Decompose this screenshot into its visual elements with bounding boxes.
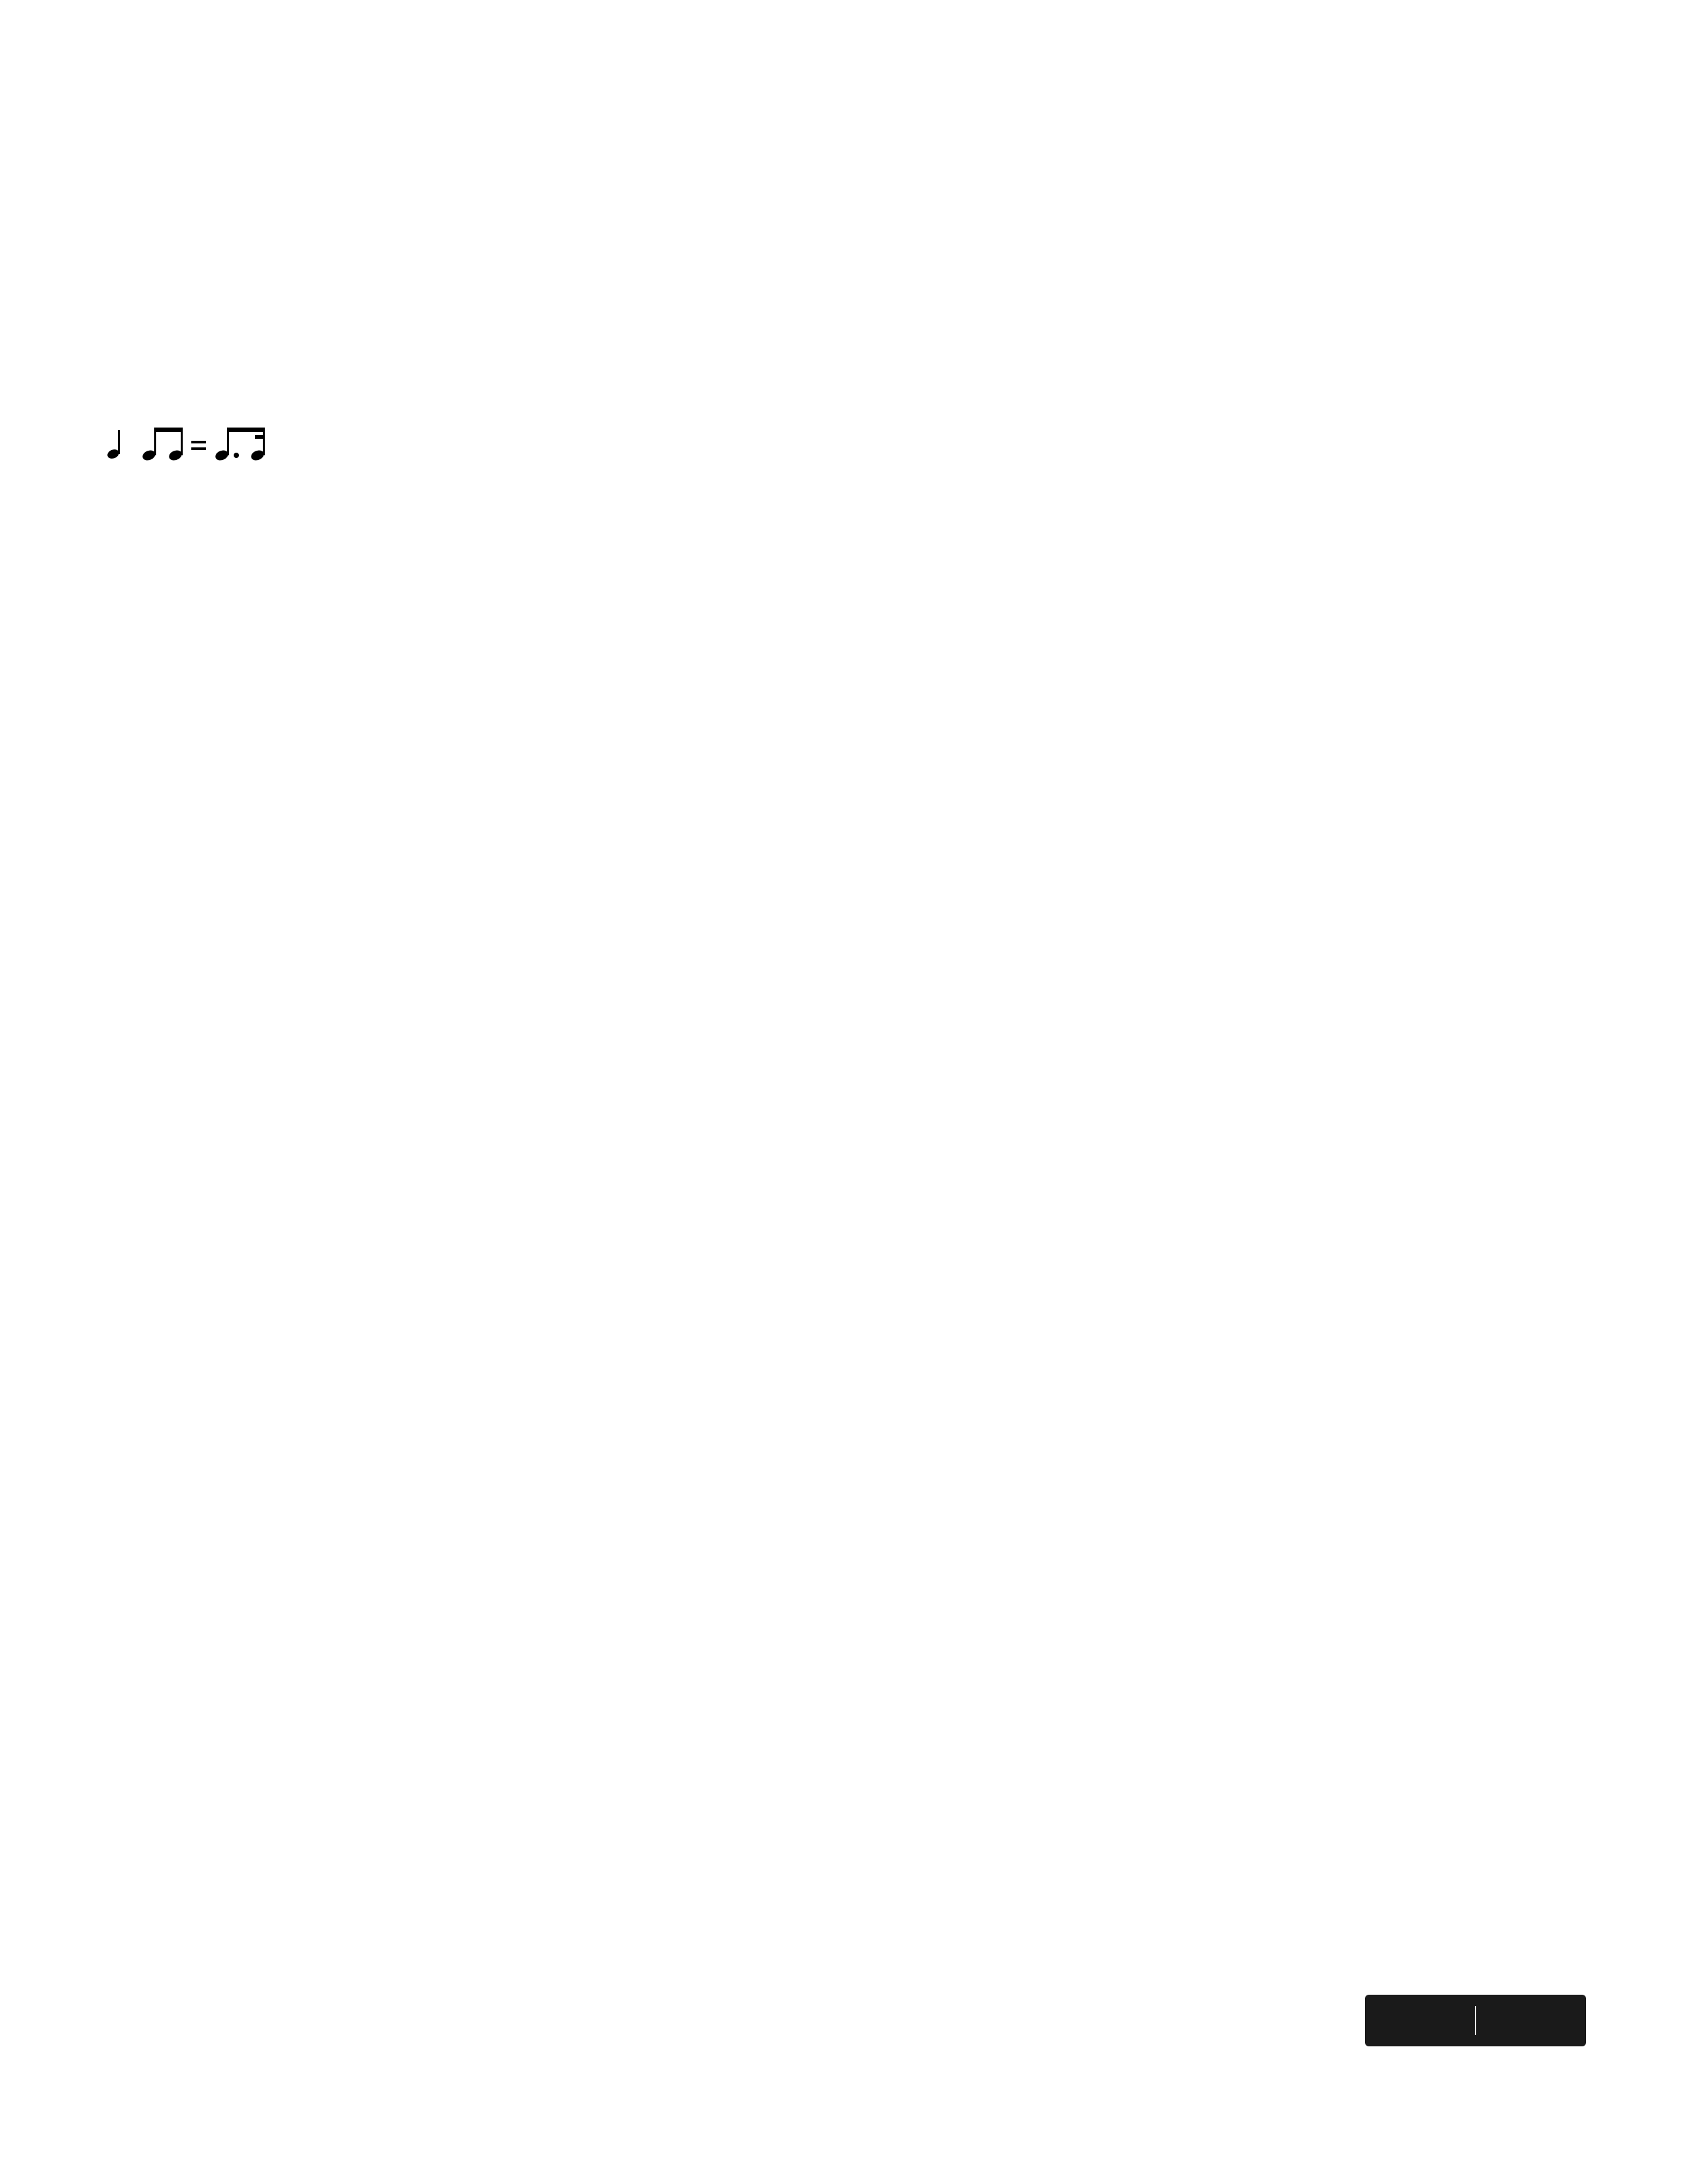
logo-divider: [1475, 2006, 1476, 2035]
lifeway-worship-logo: [1365, 1995, 1586, 2046]
